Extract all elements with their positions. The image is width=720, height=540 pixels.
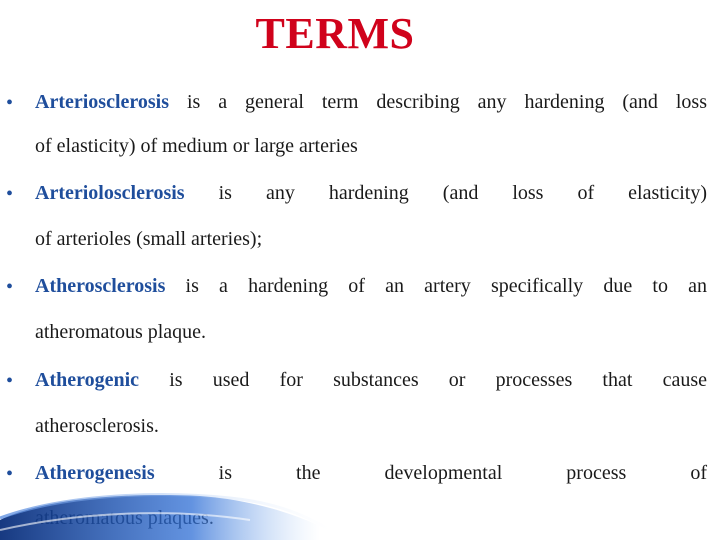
definition: is used for substances or processes that cause — [139, 369, 707, 391]
definition: is any hardening (and loss of elasticity) — [184, 182, 707, 204]
bullet-line-1 — [35, 181, 707, 205]
decorative-swoosh — [0, 490, 720, 540]
term: Arteriosclerosis — [35, 91, 170, 113]
bullet-line-1 — [35, 461, 707, 485]
bullet-line-1 — [35, 90, 707, 114]
definition: is a hardening of an artery specifically due to an — [165, 275, 707, 297]
bullet-line-2: atherosclerosis. — [35, 415, 159, 437]
definition: is a general term describing any hardening (and loss — [169, 91, 707, 113]
bullet-icon: • — [6, 92, 14, 114]
term: Atherogenesis — [35, 462, 155, 484]
bullet-line-2: of elasticity) of medium or large arteries — [35, 135, 358, 157]
term: Atherogenic — [35, 369, 140, 391]
term: Arteriolosclerosis — [35, 182, 185, 204]
term: Atherosclerosis — [35, 275, 166, 297]
definition: is the developmental process of — [154, 462, 707, 484]
bullet-icon: • — [6, 370, 14, 392]
bullet-line-1 — [35, 368, 707, 392]
bullet-line-1 — [35, 274, 707, 298]
slide-title: TERMS — [255, 9, 415, 58]
bullet-icon: • — [6, 463, 14, 485]
bullet-icon: • — [6, 183, 14, 205]
bullet-icon: • — [6, 276, 14, 298]
bullet-line-2: atheromatous plaque. — [35, 321, 207, 343]
bullet-line-2: of arterioles (small arteries); — [35, 228, 263, 250]
